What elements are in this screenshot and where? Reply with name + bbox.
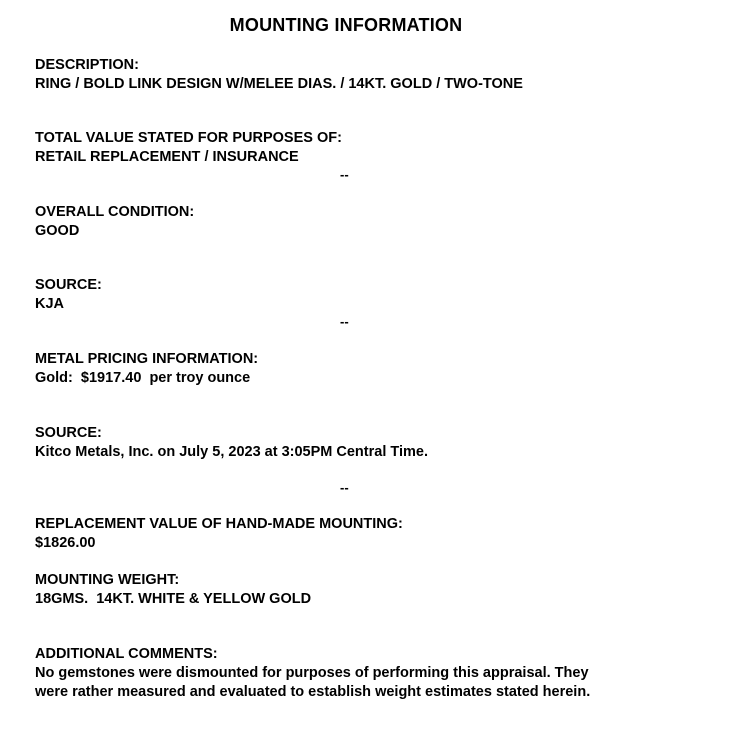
total-value-section (35, 129, 342, 167)
description-heading: DESCRIPTION: (35, 57, 139, 73)
source-heading: SOURCE: (35, 277, 102, 293)
total-value-heading: TOTAL VALUE STATED FOR PURPOSES OF: (35, 130, 342, 146)
description-value: RING / BOLD LINK DESIGN W/MELEE DIAS. / 14KT. GOLD / TWO-TONE (35, 76, 523, 92)
mounting-weight-heading: MOUNTING WEIGHT: (35, 572, 180, 588)
separator-dash: -- (340, 480, 349, 495)
total-value-value: RETAIL REPLACEMENT / INSURANCE (35, 149, 299, 165)
separator-dash: -- (340, 167, 349, 182)
metal-pricing-section (35, 350, 258, 388)
additional-comments-section (35, 645, 590, 702)
description-section (35, 56, 523, 94)
mounting-weight-value: 18GMS. 14KT. WHITE & YELLOW GOLD (35, 591, 312, 607)
additional-comments-line-1: No gemstones were dismounted for purposes of performing this appraisal. They (35, 665, 589, 681)
separator-dash: -- (340, 314, 349, 329)
source-value: KJA (35, 296, 65, 312)
replacement-value-value: $1826.00 (35, 535, 96, 551)
source-section (35, 276, 102, 314)
overall-condition-heading: OVERALL CONDITION: (35, 204, 195, 220)
additional-comments-heading: ADDITIONAL COMMENTS: (35, 646, 218, 662)
page-title: MOUNTING INFORMATION (229, 15, 463, 35)
overall-condition-section (35, 203, 194, 241)
metal-pricing-heading: METAL PRICING INFORMATION: (35, 351, 259, 367)
pricing-source-value: Kitco Metals, Inc. on July 5, 2023 at 3:05PM Central Time. (35, 444, 428, 460)
replacement-value-heading: REPLACEMENT VALUE OF HAND-MADE MOUNTING: (35, 516, 403, 532)
replacement-value-section (35, 515, 403, 553)
overall-condition-value: GOOD (35, 223, 80, 239)
mounting-weight-section (35, 571, 311, 609)
pricing-source-heading: SOURCE: (35, 425, 102, 441)
pricing-source-section (35, 424, 428, 462)
metal-pricing-value: Gold: $1917.40 per troy ounce (35, 370, 251, 386)
additional-comments-line-2: were rather measured and evaluated to establish weight estimates stated herein. (35, 684, 591, 700)
